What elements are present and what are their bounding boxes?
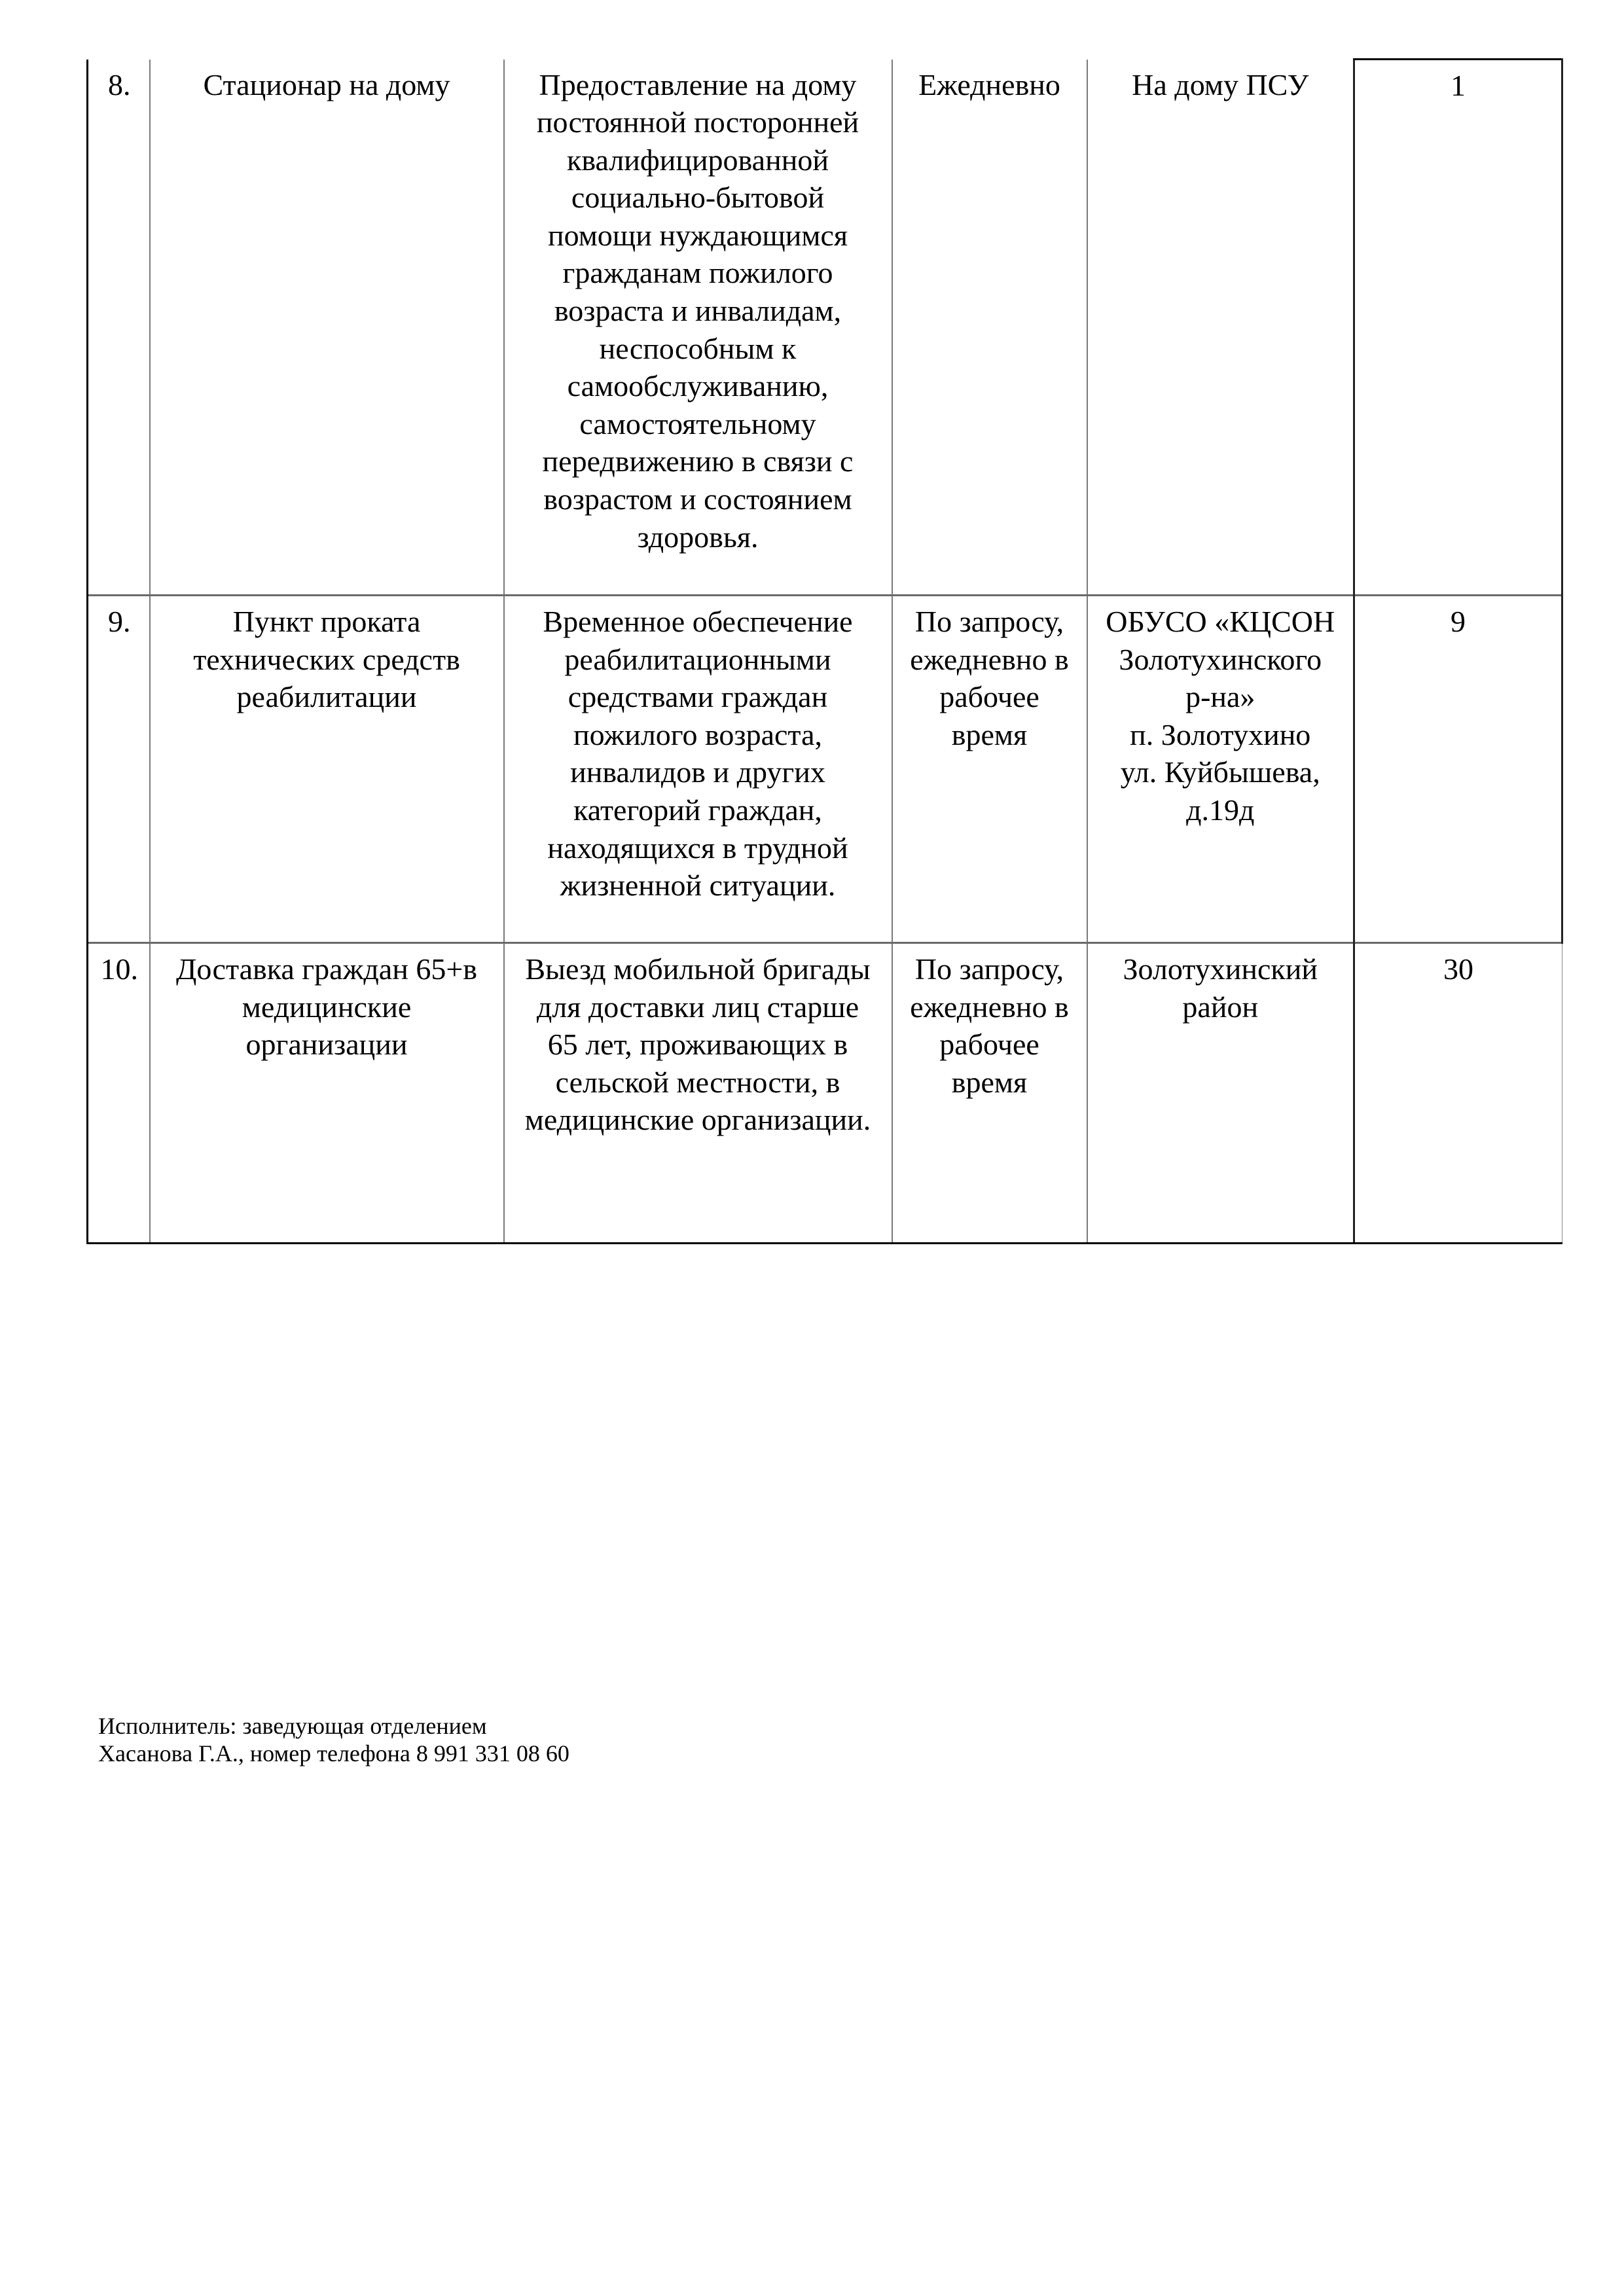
cell-text-line: квалифицированной <box>567 143 829 177</box>
location-cell <box>1087 596 1354 943</box>
cell-text-line: гражданам пожилого <box>562 256 833 290</box>
cell-text-line: Стационар на дому <box>203 67 450 101</box>
cell-text-line: рабочее <box>939 680 1039 714</box>
cell-text-line: ежедневно в <box>910 990 1069 1024</box>
cell-text-line: Временное обеспечение <box>543 605 853 638</box>
executor-footer <box>98 1712 569 1767</box>
cell-text-line: категорий граждан, <box>573 793 822 827</box>
location-cell <box>1087 943 1354 1244</box>
cell-text-line: Доставка граждан 65+в <box>176 952 477 986</box>
cell-text-line: технических средств <box>193 642 460 676</box>
cell-text-line: Выезд мобильной бригады <box>525 952 871 986</box>
service-description-cell <box>504 943 892 1244</box>
cell-text-line: На дому ПСУ <box>1132 67 1309 101</box>
cell-text-line: медицинские <box>242 990 412 1024</box>
cell-text-line: д.19д <box>1186 793 1255 827</box>
quantity-value: 30 <box>1443 952 1473 986</box>
quantity-cell <box>1354 596 1562 943</box>
cell-text-line: Золотухинский <box>1123 952 1318 986</box>
executor-contact: Хасанова Г.А., номер телефона 8 991 331 08 60 <box>98 1740 569 1767</box>
cell-text-line: находящихся в трудной <box>547 831 848 865</box>
schedule-cell <box>892 60 1087 596</box>
cell-text-line: инвалидов и других <box>570 755 825 789</box>
cell-text-line: По запросу, <box>914 605 1064 638</box>
schedule-cell <box>892 943 1087 1244</box>
cell-text-line: пожилого возраста, <box>573 717 823 751</box>
cell-text-line: время <box>951 1065 1028 1099</box>
table-row <box>88 943 1562 1244</box>
row-number-cell <box>88 943 150 1244</box>
cell-text-line: возрастом и состоянием <box>543 482 852 516</box>
location-cell <box>1087 60 1354 596</box>
cell-text-line: Золотухинского <box>1119 642 1322 676</box>
cell-text-line: постоянной посторонней <box>536 105 859 139</box>
cell-text-line: для доставки лиц старше <box>536 990 859 1024</box>
quantity-value: 1 <box>1451 69 1466 102</box>
cell-text-line: самообслуживанию, <box>567 369 829 403</box>
row-number-cell <box>88 596 150 943</box>
cell-text-line: передвижению в связи с <box>542 444 854 478</box>
row-number: 8. <box>108 67 131 101</box>
cell-text-line: рабочее <box>939 1028 1039 1062</box>
service-description-cell <box>504 596 892 943</box>
cell-text-line: По запросу, <box>914 952 1064 986</box>
cell-text-line: организации <box>245 1028 408 1062</box>
cell-text-line: средствами граждан <box>568 680 828 714</box>
row-number: 10. <box>100 952 138 986</box>
cell-text-line: сельской местности, в <box>555 1065 840 1099</box>
cell-text-line: помощи нуждающимся <box>547 218 848 252</box>
cell-text-line: Ежедневно <box>918 67 1060 101</box>
cell-text-line: п. Золотухино <box>1130 717 1311 751</box>
cell-text-line: р-на» <box>1185 680 1255 714</box>
cell-text-line: ОБУСО «КЦСОН <box>1106 605 1335 638</box>
row-number-cell <box>88 60 150 596</box>
service-description-cell <box>504 60 892 596</box>
table-row <box>88 60 1562 596</box>
table-row <box>88 596 1562 943</box>
cell-text-line: 65 лет, проживающих в <box>547 1028 848 1062</box>
executor-position: Исполнитель: заведующая отделением <box>98 1713 487 1739</box>
cell-text-line: Предоставление на дому <box>539 67 857 101</box>
cell-text-line: медицинские организации. <box>524 1103 871 1137</box>
cell-text-line: реабилитации <box>236 680 417 714</box>
service-name-cell <box>150 943 504 1244</box>
row-number: 9. <box>108 605 131 638</box>
cell-text-line: неспособным к <box>599 331 797 365</box>
cell-text-line: социально-бытовой <box>571 181 825 215</box>
cell-text-line: самостоятельному <box>579 406 816 440</box>
cell-text-line: здоровья. <box>637 520 759 554</box>
cell-text-line: ежедневно в <box>910 642 1069 676</box>
quantity-cell <box>1354 60 1562 596</box>
cell-text-line: возраста и инвалидам, <box>554 294 842 328</box>
cell-text-line: время <box>951 717 1028 751</box>
cell-text-line: ул. Куйбышева, <box>1120 755 1320 789</box>
cell-text-line: реабилитационными <box>564 642 831 676</box>
quantity-cell <box>1354 943 1562 1244</box>
cell-text-line: Пункт проката <box>232 605 421 638</box>
cell-text-line: район <box>1182 990 1259 1024</box>
service-name-cell <box>150 596 504 943</box>
schedule-cell <box>892 596 1087 943</box>
service-name-cell <box>150 60 504 596</box>
quantity-value: 9 <box>1451 605 1466 638</box>
services-table <box>86 58 1563 1244</box>
cell-text-line: жизненной ситуации. <box>560 869 836 903</box>
